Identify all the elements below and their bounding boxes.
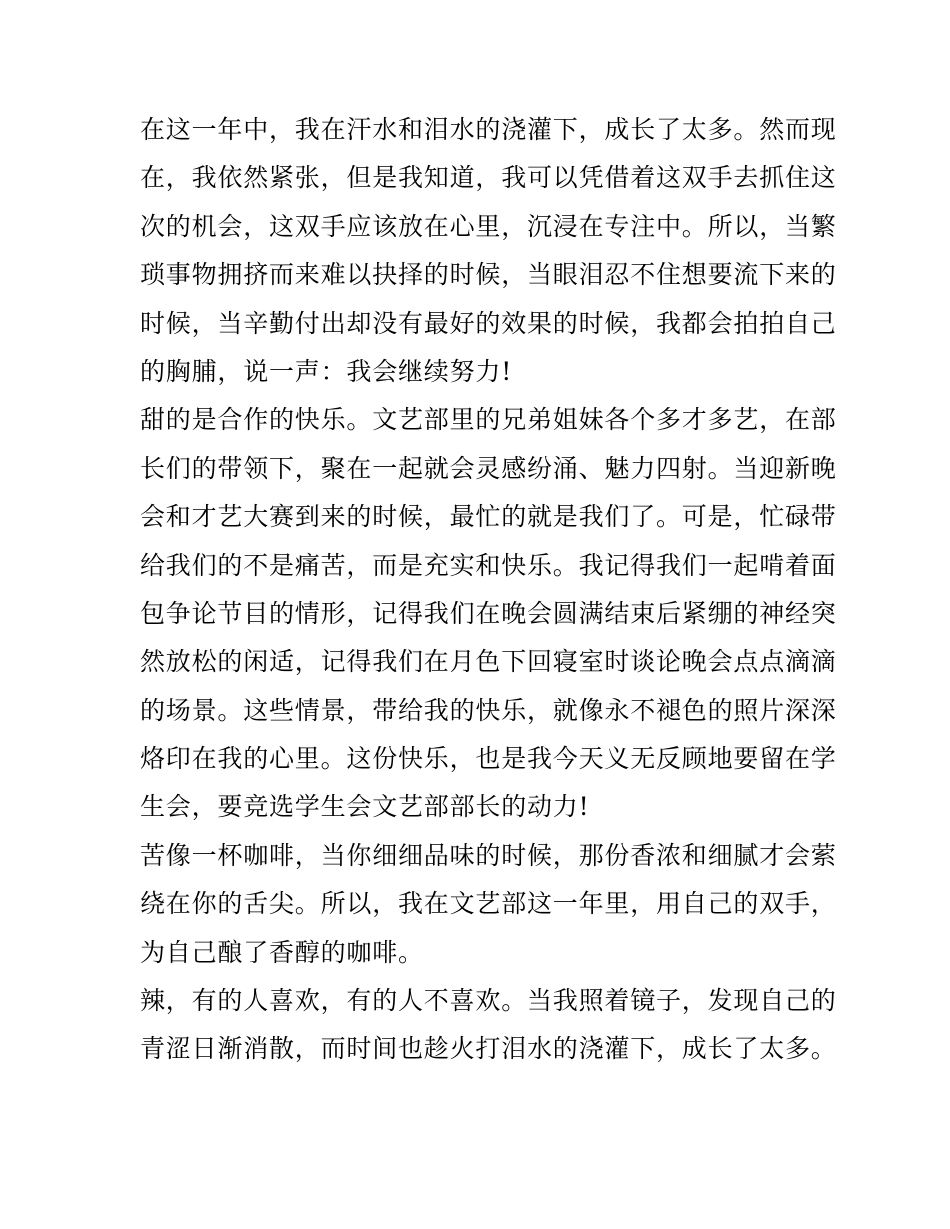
paragraph-bitter	[140, 832, 837, 977]
document-body	[140, 106, 837, 1074]
text-line: 时候，当辛勤付出却没有最好的效果的时候，我都会拍拍自己	[140, 308, 837, 338]
paragraph-sweet	[140, 396, 837, 832]
text-line: 苦像一杯咖啡，当你细细品味的时候，那份香浓和细腻才会萦	[140, 840, 837, 870]
text-line: 绕在你的舌尖。所以，我在文艺部这一年里，用自己的双手，	[140, 889, 837, 919]
text-line: 辣，有的人喜欢，有的人不喜欢。当我照着镜子，发现自己的	[140, 986, 837, 1016]
text-line: 生会，要竞选学生会文艺部部长的动力!	[140, 792, 590, 822]
paragraph-growth	[140, 106, 837, 396]
text-line: 给我们的不是痛苦，而是充实和快乐。我记得我们一起啃着面	[140, 550, 837, 580]
text-line: 然放松的闲适，记得我们在月色下回寝室时谈论晚会点点滴滴	[140, 647, 837, 677]
text-line: 次的机会，这双手应该放在心里，沉浸在专注中。所以，当繁	[140, 211, 837, 241]
text-line: 琐事物拥挤而来难以抉择的时候，当眼泪忍不住想要流下来的	[140, 260, 837, 290]
text-line: 的胸脯，说一声：我会继续努力!	[140, 356, 513, 386]
text-line: 长们的带领下，聚在一起就会灵感纷涌、魅力四射。当迎新晚	[140, 453, 837, 483]
text-line: 包争论节目的情形，记得我们在晚会圆满结束后紧绷的神经突	[140, 598, 837, 628]
text-line: 青涩日渐消散，而时间也趁火打泪水的浇灌下，成长了太多。	[140, 1034, 837, 1064]
text-line: 为自己酿了香醇的咖啡。	[140, 937, 424, 967]
text-line: 在，我依然紧张，但是我知道，我可以凭借着这双手去抓住这	[140, 163, 837, 193]
text-line: 会和才艺大赛到来的时候，最忙的就是我们了。可是，忙碌带	[140, 502, 837, 532]
text-line: 甜的是合作的快乐。文艺部里的兄弟姐妹各个多才多艺，在部	[140, 405, 837, 435]
text-line: 烙印在我的心里。这份快乐，也是我今天义无反顾地要留在学	[140, 744, 837, 774]
text-line: 的场景。这些情景，带给我的快乐，就像永不褪色的照片深深	[140, 695, 837, 725]
paragraph-spicy	[140, 977, 837, 1074]
text-line: 在这一年中，我在汗水和泪水的浇灌下，成长了太多。然而现	[140, 115, 837, 144]
